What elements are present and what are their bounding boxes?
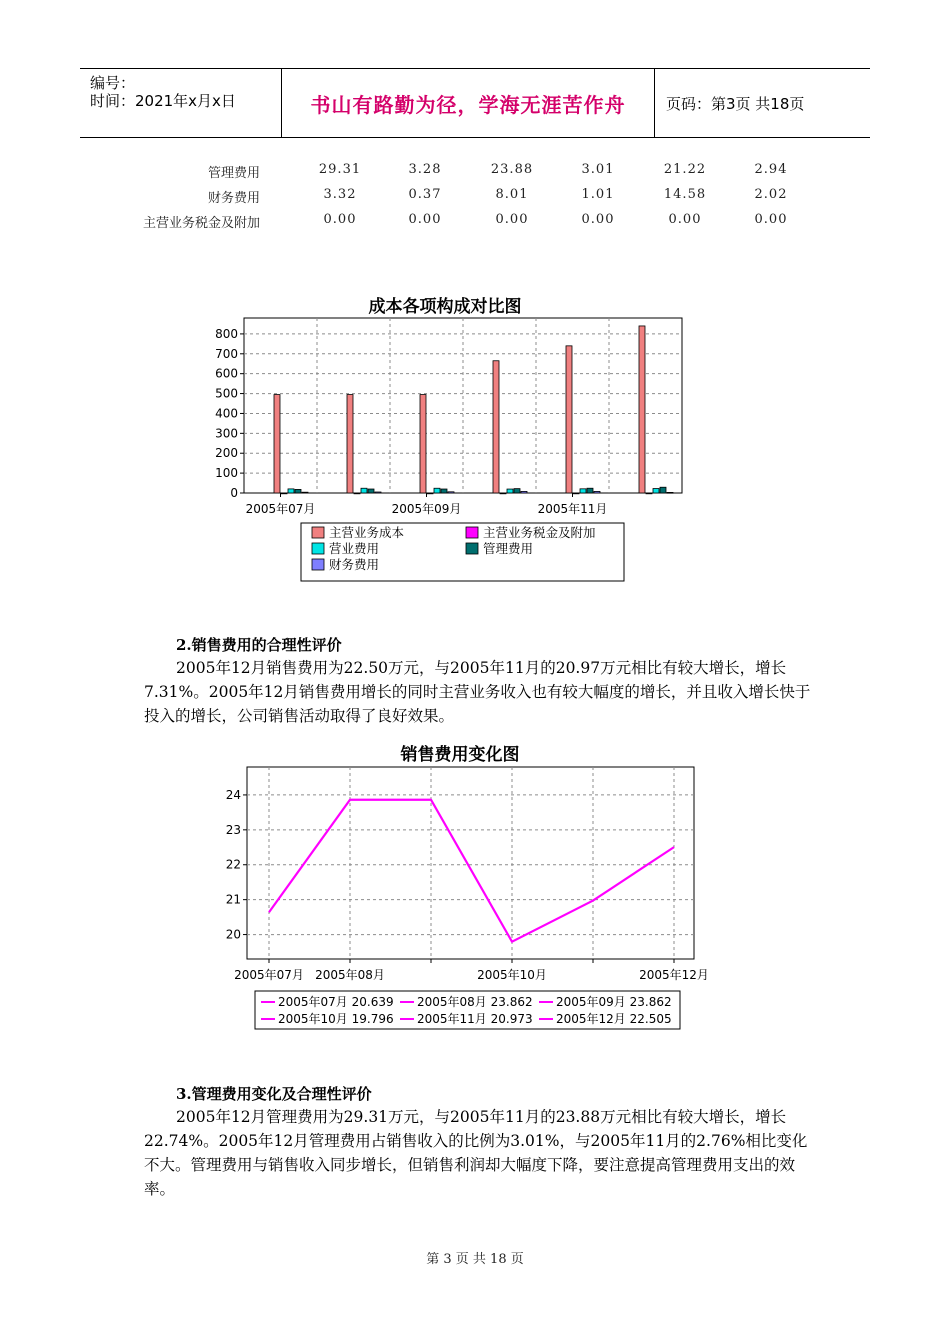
table-cell: 1.01 — [581, 187, 615, 202]
legend-label: 2005年09月 23.862 — [556, 995, 672, 1009]
x-tick-label: 2005年12月 — [639, 968, 709, 982]
y-tick-label: 23 — [225, 822, 241, 837]
time-label: 时间：2021年x月x日 — [90, 92, 236, 110]
legend-swatch — [312, 527, 324, 538]
table-cell: 0.37 — [408, 187, 442, 202]
table-cell: 0.00 — [668, 212, 702, 227]
bar — [573, 493, 579, 494]
y-tick-label: 20 — [225, 927, 241, 942]
table-row — [140, 212, 840, 232]
bar — [639, 326, 645, 493]
y-tick-label: 600 — [215, 366, 238, 381]
section3-heading: 3.管理费用变化及合理性评价 — [176, 1085, 372, 1103]
bar — [660, 487, 666, 493]
page-header — [80, 68, 870, 138]
row-label: 财务费用 — [207, 191, 260, 206]
row-label: 管理费用 — [207, 166, 260, 181]
bar — [521, 491, 527, 493]
table-row — [140, 162, 840, 182]
y-tick-label: 100 — [215, 466, 238, 481]
bar — [420, 395, 426, 493]
bar — [295, 489, 301, 493]
row-label: 主营业务税金及附加 — [142, 216, 260, 231]
x-tick-label: 2005年11月 — [537, 502, 608, 516]
y-tick-label: 0 — [230, 486, 238, 500]
table-cell: 3.01 — [581, 162, 615, 177]
header-info-cell — [80, 69, 282, 137]
y-tick-label: 500 — [215, 386, 238, 401]
table-cell: 3.28 — [408, 162, 442, 177]
bar — [587, 488, 593, 493]
y-tick-label: 300 — [215, 426, 238, 441]
bar — [274, 395, 280, 493]
legend-label: 2005年11月 20.973 — [417, 1012, 533, 1026]
bar — [653, 489, 659, 493]
bar — [434, 488, 440, 493]
bar — [375, 492, 381, 493]
x-tick-label: 2005年07月 — [234, 968, 304, 982]
plot-area — [247, 767, 694, 959]
legend-label: 2005年10月 19.796 — [278, 1012, 394, 1026]
sales-expense-chart — [215, 762, 715, 1032]
table-cell: 0.00 — [581, 212, 615, 227]
cost-composition-chart — [200, 312, 700, 584]
table-cell: 3.32 — [323, 187, 357, 202]
y-tick-label: 400 — [215, 406, 238, 421]
legend-label: 2005年07月 20.639 — [278, 995, 394, 1009]
x-tick-label: 2005年09月 — [391, 502, 462, 516]
chart2-legend — [255, 991, 680, 1029]
chart1-legend — [301, 523, 624, 581]
y-tick-label: 21 — [225, 892, 241, 907]
table-cell: 0.00 — [754, 212, 788, 227]
y-tick-label: 22 — [225, 857, 241, 872]
table-cell: 14.58 — [663, 187, 707, 202]
x-tick-label: 2005年08月 — [315, 968, 385, 982]
page-footer: 第 3 页 共 18 页 — [426, 1252, 524, 1267]
bar — [354, 493, 360, 494]
bar — [594, 491, 600, 493]
bar — [580, 489, 586, 493]
bar — [667, 492, 673, 493]
bar — [427, 493, 433, 494]
bar — [441, 489, 447, 493]
bar — [368, 489, 374, 493]
table-cell: 29.31 — [318, 162, 362, 177]
bar — [514, 489, 520, 493]
bar — [507, 489, 513, 493]
table-cell: 23.88 — [490, 162, 534, 177]
bar — [500, 493, 506, 494]
bar — [566, 346, 572, 493]
section3-text: 2005年12月管理费用为29.31万元，与2005年11月的23.88万元相比有较大增长，增长22.74%。2005年12月管理费用占销售收入的比例为3.01%，与2005年11月的2.76%相比变化不大。管理费用与销售收入同步增长，但销售利润却大幅度下降，要注意提高管理费用支出的效率。 — [144, 1108, 808, 1198]
table-cell: 0.00 — [408, 212, 442, 227]
y-tick-label: 700 — [215, 346, 238, 361]
bar — [646, 493, 652, 494]
table-cell: 0.00 — [495, 212, 529, 227]
legend-label: 2005年08月 23.862 — [417, 995, 533, 1009]
section2-text: 2005年12月销售费用为22.50万元，与2005年11月的20.97万元相比有较大增长，增长7.31%。2005年12月销售费用增长的同时主营业务收入也有较大幅度的增长，并且收入增长快于投入的增长，公司销售活动取得了良好效果。 — [144, 659, 811, 725]
legend-label: 主营业务成本 — [329, 525, 405, 540]
y-tick-label: 800 — [215, 326, 238, 341]
chart2-title: 销售费用变化图 — [400, 745, 520, 765]
legend-label: 管理费用 — [483, 541, 534, 556]
bar — [493, 361, 499, 493]
legend-swatch — [312, 543, 324, 554]
serial-label: 编号： — [90, 74, 136, 92]
motto: 书山有路勤为径，学海无涯苦作舟 — [310, 92, 626, 117]
section2-heading: 2.销售费用的合理性评价 — [176, 636, 342, 654]
chart1-title: 成本各项构成对比图 — [368, 297, 522, 317]
y-tick-label: 200 — [215, 446, 238, 461]
legend-swatch — [466, 527, 478, 538]
bar — [288, 489, 294, 493]
legend-label: 2005年12月 22.505 — [556, 1012, 672, 1026]
y-tick-label: 24 — [225, 787, 241, 802]
table-row — [140, 187, 840, 207]
legend-swatch — [312, 559, 324, 570]
bar — [448, 492, 454, 493]
legend-label: 财务费用 — [329, 557, 380, 572]
bar — [361, 488, 367, 493]
table-cell: 2.94 — [754, 162, 788, 177]
bar — [302, 492, 308, 493]
bar — [281, 493, 287, 494]
header-motto-cell — [282, 69, 655, 137]
bar — [347, 395, 353, 493]
legend-swatch — [466, 543, 478, 554]
table-cell: 8.01 — [495, 187, 529, 202]
table-cell: 21.22 — [663, 162, 707, 177]
x-tick-label: 2005年10月 — [477, 968, 547, 982]
legend-label: 主营业务税金及附加 — [483, 525, 596, 540]
legend-label: 营业费用 — [329, 541, 380, 556]
header-page-cell — [656, 69, 870, 137]
page-label: 页码：第3页 共18页 — [666, 94, 805, 113]
table-cell: 0.00 — [323, 212, 357, 227]
x-tick-label: 2005年07月 — [245, 502, 316, 516]
table-cell: 2.02 — [754, 187, 788, 202]
